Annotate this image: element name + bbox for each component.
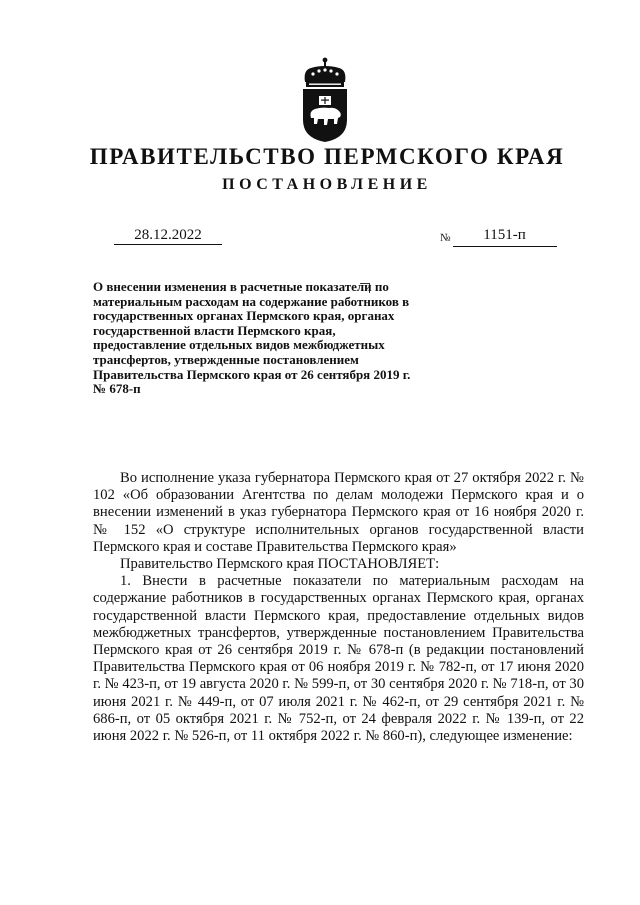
document-date: 28.12.2022 <box>114 226 222 245</box>
number-value: 1151-п <box>453 226 557 247</box>
document-type: ПОСТАНОВЛЕНИЕ <box>222 176 432 193</box>
paragraph-preamble: Во исполнение указа губернатора Пермского края от 27 октября 2022 г. № 102 «Об образовании Агентства по делам молодежи Пермского края и о внесении изменений в указ губернатора Пермского края от 16 ноября 2020 г. № 152 «О структуре исполнительных органов государственной власти Пермского края и составе Правительства Пермского края» <box>93 470 584 555</box>
document-body <box>93 470 584 745</box>
document-subject: О внесении изменения в расчетные показатели по материальным расходам на содержание работников в государственных органах Пермского края, органах государственной власти Пермского края, предоставление отдельных видов межбюджетных трансфертов, утвержденные постановлением Правительства Пермского края от 26 сентября 2019 г. № 678-п <box>93 279 411 397</box>
paragraph-resolves: Правительство Пермского края ПОСТАНОВЛЯЕТ: <box>120 556 440 573</box>
government-title: ПРАВИТЕЛЬСТВО ПЕРМСКОГО КРАЯ <box>89 144 565 169</box>
perm-krai-coat-of-arms-icon <box>297 56 353 144</box>
paragraph-item-1: 1. Внести в расчетные показатели по материальным расходам на содержание работников в государственных органах Пермского края, органах государственной власти Пермского края, предоставление отдельных видов межбюджетных трансфертов, утвержденные постановлением Правительства Пермского края от 26 сентября 2019 г. № 678-п (в редакции постановлений Правительства Пермского края от 06 ноября 2019 г. № 782-п, от 17 июня 2020 г. № 423-п, от 19 августа 2020 г. № 599-п, от 30 сентября 2020 г. № 718-п, от 30 июня 2021 г. № 449-п, от 07 июля 2021 г. № 462-п, от 29 сентября 2021 г. № 686-п, от 05 октября 2021 г. № 752-п, от 24 февраля 2022 г. № 139-п, от 22 июня 2022 г. № 526-п, от 11 октября 2022 г. № 860-п), следующее изменение: <box>93 573 584 745</box>
document-number <box>440 226 557 247</box>
number-label: № <box>440 232 451 244</box>
